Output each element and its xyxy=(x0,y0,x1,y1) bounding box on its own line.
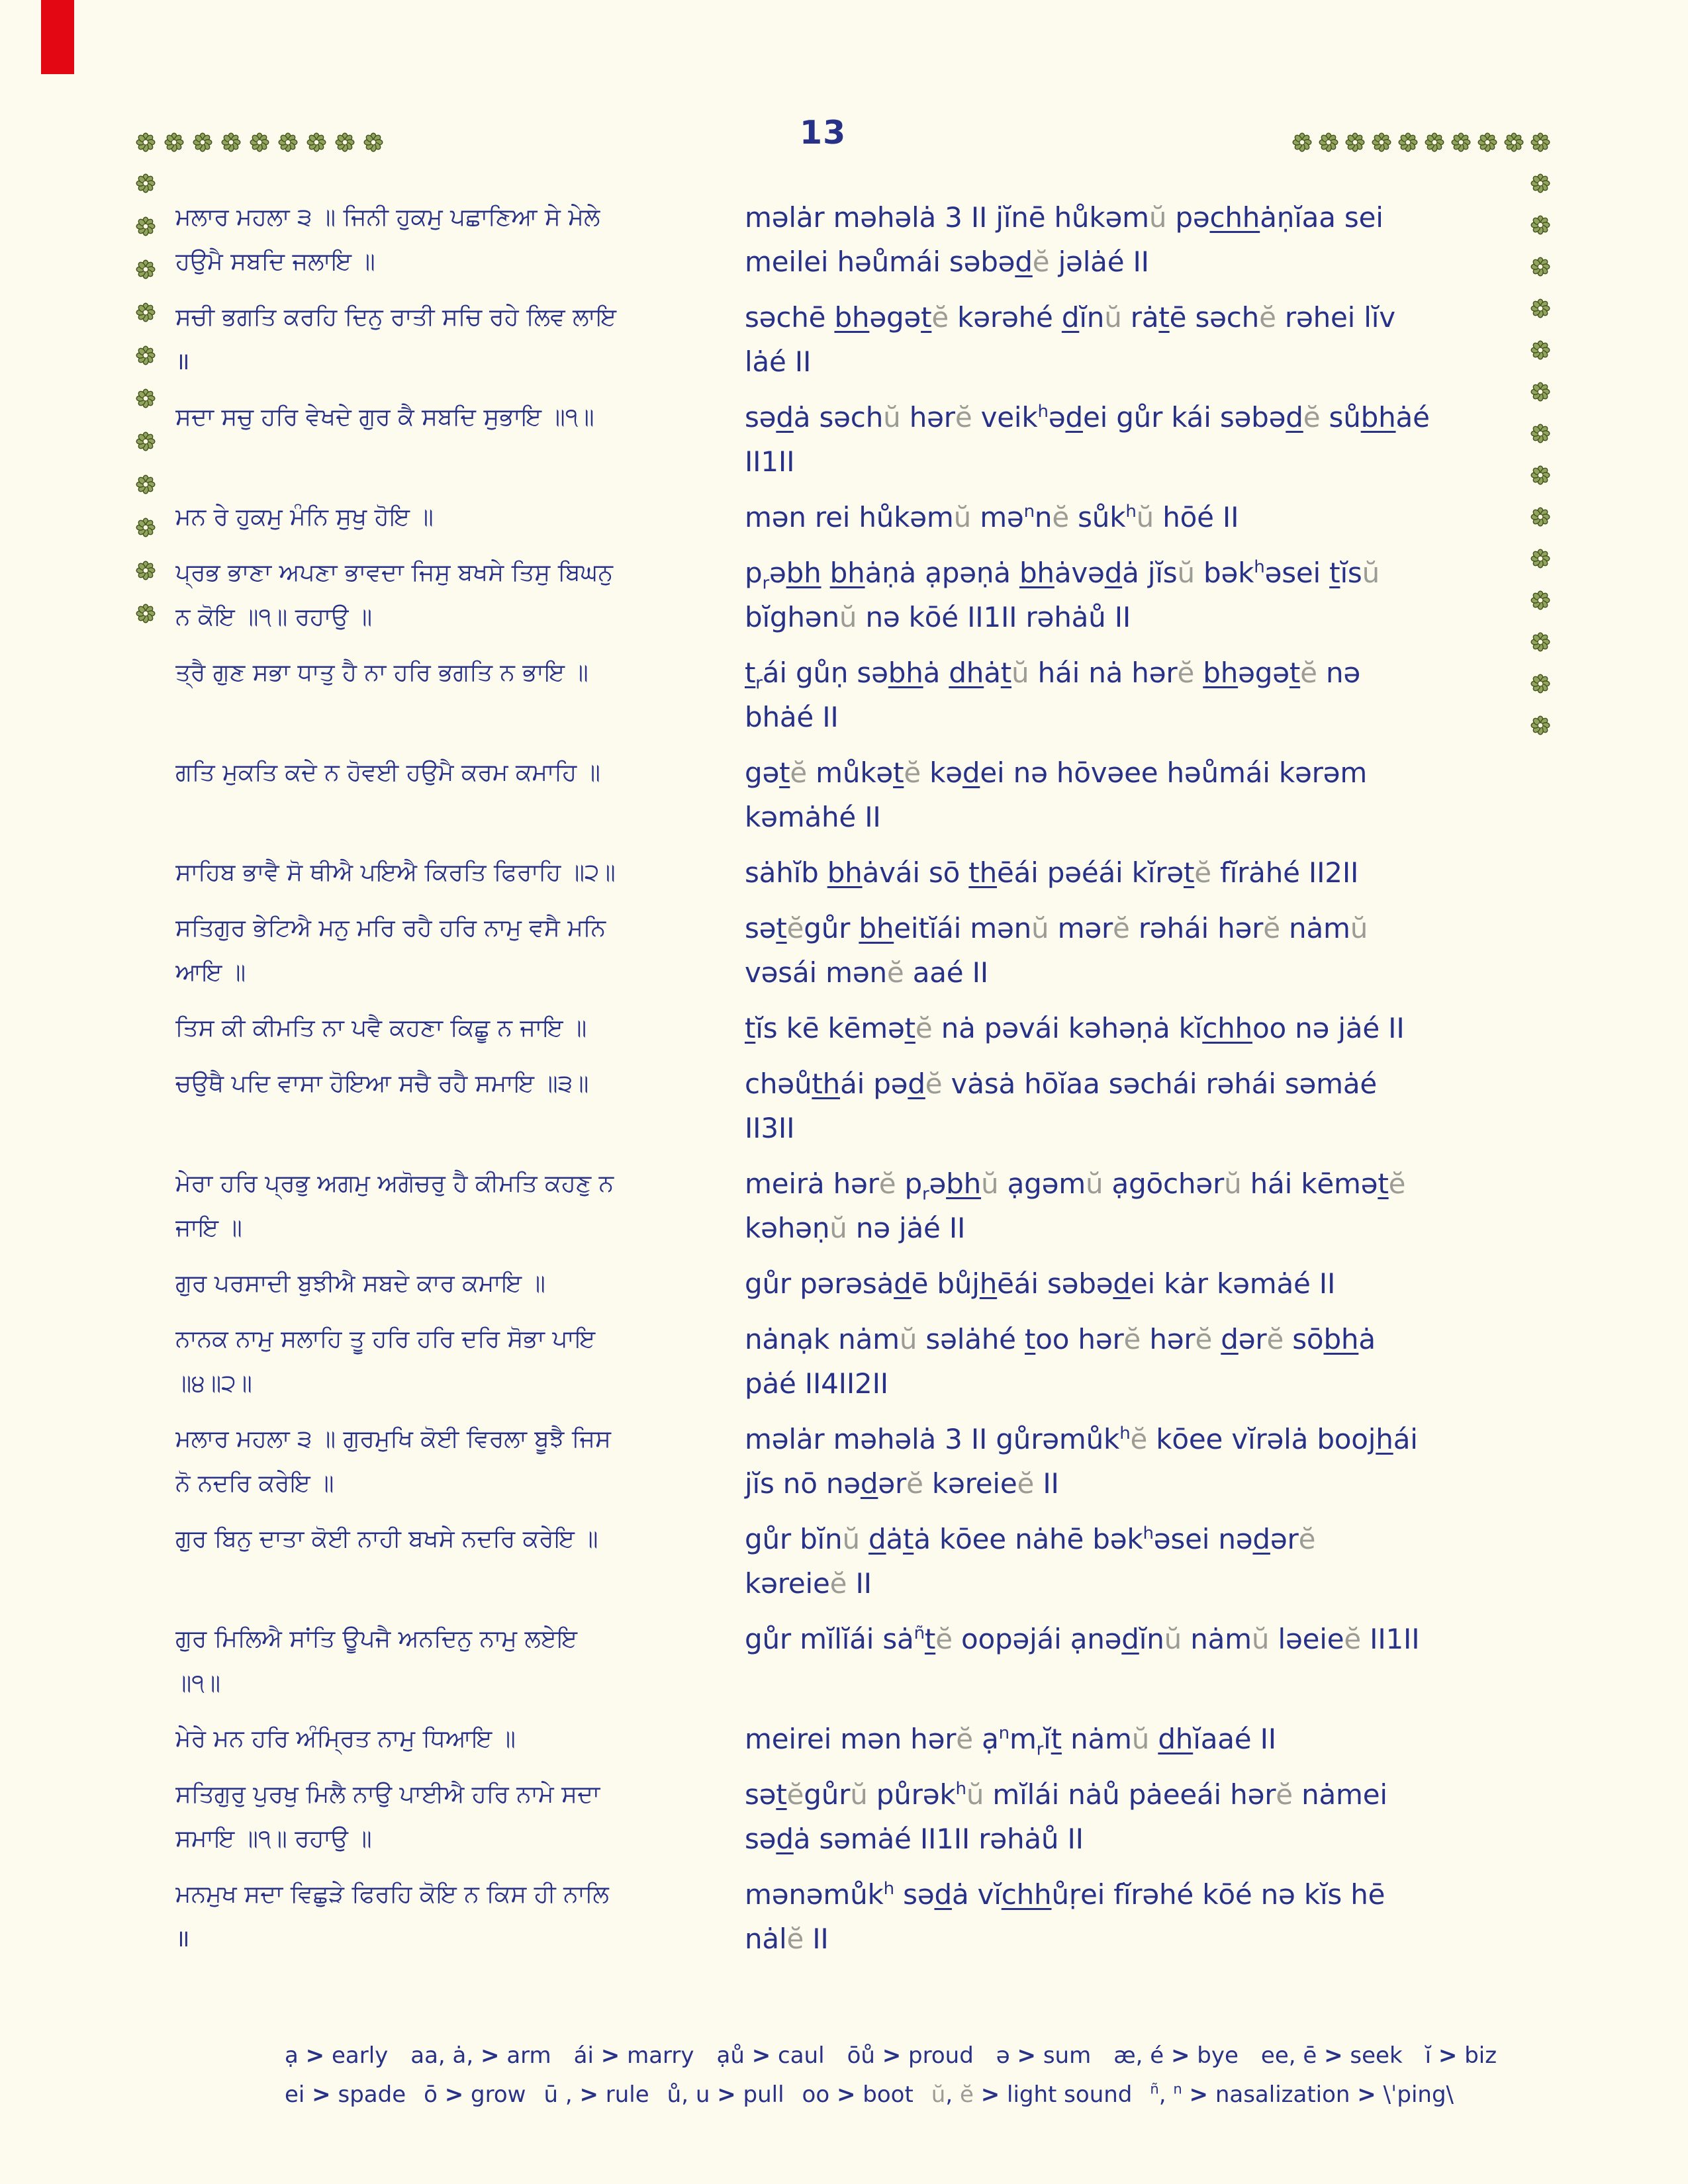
verse-row xyxy=(175,195,1549,284)
gurmukhi-text: ਸਾਹਿਬ ਭਾਵੈ ਸੋ ਥੀਐ ਪਇਐ ਕਿਰਤਿ ਫਿਰਾਹਿ ॥੨॥ xyxy=(175,859,616,886)
flower-icon xyxy=(136,432,156,451)
verse-row xyxy=(175,1872,1549,1961)
key-item: ō > grow xyxy=(424,2081,526,2108)
flower-icon xyxy=(136,259,156,279)
key-item: ə > sum xyxy=(996,2042,1092,2069)
gurmukhi-text: ਮਨਮੁਖ ਸਦਾ ਵਿਛੁੜੇ ਫਿਰਹਿ ਕੋਇ ਨ ਕਿਸ ਹੀ ਨਾਲਿ ॥ xyxy=(175,1881,609,1952)
roman-transliteration-text: $t_rái$ gůṇ səbhȧ dhȧtŭ hái nȧ hərĕ bhəgətĕ nə bhȧé II xyxy=(745,657,1361,733)
roman-transliteration-text: səchē bhəgətĕ kərəhé dĭnŭ rȧtē səchĕ rəhei lĭv lȧé II xyxy=(745,301,1395,378)
flower-icon xyxy=(250,132,269,152)
key-item: ĭ > biz xyxy=(1425,2042,1497,2069)
verse-row xyxy=(175,1006,1549,1050)
key-item: ei > spade xyxy=(285,2081,406,2108)
flower-icon xyxy=(1319,132,1338,152)
gurmukhi-text: ਗਤਿ ਮੁਕਤਿ ਕਦੇ ਨ ਹੋਵਈ ਹਉਮੈ ਕਰਮ ਕਮਾਹਿ ॥ xyxy=(175,759,600,786)
flower-icon xyxy=(136,132,156,152)
key-item: ạ > early xyxy=(285,2042,389,2069)
flower-border-top-right xyxy=(1292,132,1550,152)
gurmukhi-text: ਚਉਥੈ ਪਦਿ ਵਾਸਾ ਹੋਇਆ ਸਚੈ ਰਹੈ ਸਮਾਇ ॥੩॥ xyxy=(175,1070,589,1097)
gurmukhi-text: ਮਨ ਰੇ ਹੁਕਮੁ ਮੰਨਿ ਸੁਖੁ ਹੋਇ ॥ xyxy=(175,504,434,531)
flower-icon xyxy=(164,132,184,152)
flower-icon xyxy=(136,518,156,537)
gurmukhi-text: ਗੁਰ ਮਿਲਿਐ ਸਾਂਤਿ ਊਪਜੈ ਅਨਦਿਨੁ ਨਾਮੁ ਲਏਇ ॥੧॥ xyxy=(175,1625,578,1697)
roman-transliteration-text: sətĕgůr bheitĭái mənŭ mərĕ rəhái hərĕ nȧmŭ vəsái mənĕ aaé II xyxy=(745,912,1368,989)
gurmukhi-text: ਤ੍ਰੈ ਗੁਣ ਸਭਾ ਧਾਤੁ ਹੈ ਨਾ ਹਰਿ ਭਗਤਿ ਨ ਭਾਇ ॥ xyxy=(175,659,588,686)
flower-icon xyxy=(136,302,156,322)
verse-row xyxy=(175,850,1549,895)
flower-icon xyxy=(136,173,156,193)
gurmukhi-text: ਮਲਾਰ ਮਹਲਾ ੩ ॥ ਗੁਰਮੁਖਿ ਕੋਈ ਵਿਰਲਾ ਬੂਝੈ ਜਿਸ ਨੋ ਨਦਰਿ ਕਰੇਇ ॥ xyxy=(175,1426,611,1497)
roman-transliteration-text: nȧnạk nȧmŭ səlȧhé too hərĕ hərĕ dərĕ sōbhȧ pȧé II4II2II xyxy=(745,1323,1376,1400)
key-row-2 xyxy=(285,2081,1476,2108)
flower-icon xyxy=(136,475,156,494)
verse-row xyxy=(175,495,1549,539)
roman-transliteration-text: meirȧ hərĕ $p_rəbhŭ$ ạgəmŭ ạgōchərŭ hái kēmətĕ kəhəṇŭ nə jȧé II xyxy=(745,1167,1406,1244)
roman-transliteration-text: məlȧr məhəlȧ 3 II gůrəmůk$^h$ĕ kōee vĭrəlȧ boojhái jĭs nō nədərĕ kəreieĕ II xyxy=(745,1423,1418,1500)
key-item: ŭ, ĕ > light sound xyxy=(931,2081,1133,2108)
roman-transliteration-text: mənəmůk$^h$ sədȧ vĭchhůṛei fĭrəhé kōé nə kĭs hē nȧlĕ II xyxy=(745,1878,1385,1955)
flower-icon xyxy=(1398,132,1418,152)
key-item: ū , > rule xyxy=(543,2081,649,2108)
verse-row xyxy=(175,295,1549,384)
key-item: æ, é > bye xyxy=(1113,2042,1239,2069)
gurmukhi-text: ਮੇਰਾ ਹਰਿ ਪ੍ਰਭੁ ਅਗਮੁ ਅਗੋਚਰੁ ਹੈ ਕੀਮਤਿ ਕਹਣੁ ਨ ਜਾਇ ॥ xyxy=(175,1170,614,1242)
gurmukhi-text: ਸਚੀ ਭਗਤਿ ਕਰਹਿ ਦਿਨੁ ਰਾਤੀ ਸਚਿ ਰਹੇ ਲਿਵ ਲਾਇ ॥ xyxy=(175,304,616,375)
key-row-1 xyxy=(285,2042,1497,2069)
red-bookmark-mark xyxy=(41,0,74,74)
flower-icon xyxy=(136,388,156,408)
verse-row xyxy=(175,651,1549,739)
roman-transliteration-text: gůr mĭlĭái $sȧ^ñtĕ$ oopəjái ạnədĭnŭ nȧmŭ ləeieĕ II1II xyxy=(745,1623,1420,1655)
flower-icon xyxy=(1292,132,1312,152)
flower-border-top-left xyxy=(136,132,383,152)
roman-transliteration-text: gətĕ můkətĕ kədei nə hōvəee həůmái kərəm kəmȧhé II xyxy=(745,756,1368,833)
key-item: ōů > proud xyxy=(847,2042,974,2069)
flower-icon xyxy=(306,132,326,152)
pronunciation-key xyxy=(285,2042,1497,2120)
roman-transliteration-text: gůr bĭnŭ dȧtȧ kōee nȧhē bək$^h$əsei nədərĕ kəreieĕ II xyxy=(745,1523,1316,1600)
verse-row xyxy=(175,906,1549,995)
flower-icon xyxy=(1530,132,1550,152)
flower-icon xyxy=(193,132,212,152)
flower-icon xyxy=(1504,132,1524,152)
verse-row xyxy=(175,395,1549,484)
flower-icon xyxy=(1345,132,1365,152)
roman-transliteration-text: $p_rəbh$ bhȧṇȧ ạpəṇȧ bhȧvədȧ jĭsŭ bək$^h$əsei tĭsŭ bĭghənŭ nə kōé II1II rəhȧů II xyxy=(745,557,1380,633)
roman-transliteration-text: meirei mən hərĕ $ạ^nm_rĭt$ nȧmŭ dhĭaaé II xyxy=(745,1723,1276,1760)
roman-transliteration-text: sədȧ səchŭ hərĕ veik$^h$ədei gůr kái səbədĕ sůbhȧé II1II xyxy=(745,401,1430,478)
flower-icon xyxy=(136,561,156,580)
verse-row xyxy=(175,751,1549,839)
roman-transliteration-text: mən rei hůkəmŭ mə$^n$nĕ sůk$^h$ŭ hōé II xyxy=(745,501,1239,533)
gurmukhi-text: ਸਤਿਗੁਰ ਭੇਟਿਐ ਮਨੁ ਮਰਿ ਰਹੈ ਹਰਿ ਨਾਮੁ ਵਸੈ ਮਨਿ ਆਇ ॥ xyxy=(175,915,606,986)
verse-row xyxy=(175,1717,1549,1761)
verse-row xyxy=(175,551,1549,639)
verse-row xyxy=(175,1161,1549,1250)
verse-list xyxy=(175,195,1549,1972)
gurmukhi-text: ਮਲਾਰ ਮਹਲਾ ੩ ॥ ਜਿਨੀ ਹੁਕਮੁ ਪਛਾਣਿਆ ਸੇ ਮੇਲੇ ਹਉਮੈ ਸਬਦਿ ਜਲਾਇ ॥ xyxy=(175,204,600,275)
flower-icon xyxy=(136,604,156,623)
key-item: ạů > caul xyxy=(716,2042,825,2069)
key-item: $^ñ$, $^n$ > nasalization > \ˈping\ xyxy=(1150,2080,1454,2108)
gurmukhi-text: ਗੁਰ ਬਿਨੁ ਦਾਤਾ ਕੋਈ ਨਾਹੀ ਬਖਸੇ ਨਦਰਿ ਕਰੇਇ ॥ xyxy=(175,1525,598,1553)
roman-transliteration-text: sȧhĭb bhȧvái sō thēái pəéái kĭrətĕ fĭrȧhé II2II xyxy=(745,856,1359,889)
gurmukhi-text: ਗੁਰ ਪਰਸਾਦੀ ਬੁਝੀਐ ਸਬਦੇ ਕਾਰ ਕਮਾਇ ॥ xyxy=(175,1270,545,1297)
key-item: aa, ȧ, > arm xyxy=(410,2042,551,2069)
verse-row xyxy=(175,1062,1549,1150)
verse-row xyxy=(175,1261,1549,1306)
flower-icon xyxy=(136,216,156,236)
gurmukhi-text: ਪ੍ਰਭ ਭਾਣਾ ਅਪਣਾ ਭਾਵਦਾ ਜਿਸੁ ਬਖਸੇ ਤਿਸੁ ਬਿਘਨੁ ਨ ਕੋਇ ॥੧॥ ਰਹਾਉ ॥ xyxy=(175,559,614,631)
flower-icon xyxy=(221,132,241,152)
verse-row xyxy=(175,1772,1549,1861)
flower-icon xyxy=(335,132,355,152)
gurmukhi-text: ਤਿਸ ਕੀ ਕੀਮਤਿ ਨਾ ਪਵੈ ਕਹਣਾ ਕਿਛੂ ਨ ਜਾਇ ॥ xyxy=(175,1015,587,1042)
flower-icon xyxy=(1451,132,1471,152)
flower-icon xyxy=(136,345,156,365)
flower-icon xyxy=(1530,173,1550,193)
roman-transliteration-text: sətĕgůrŭ půrək$^h$ŭ mĭlái nȧů pȧeeái hərĕ nȧmei sədȧ səmȧé II1II rəhȧů II xyxy=(745,1778,1387,1855)
verse-row xyxy=(175,1317,1549,1406)
verse-row xyxy=(175,1417,1549,1506)
gurmukhi-text: ਸਦਾ ਸਚੁ ਹਰਿ ਵੇਖਦੇ ਗੁਰ ਕੈ ਸਬਦਿ ਸੁਭਾਇ ॥੧॥ xyxy=(175,404,594,431)
flower-icon xyxy=(1477,132,1497,152)
verse-row xyxy=(175,1517,1549,1606)
page-number: 13 xyxy=(800,114,847,152)
key-item: oo > boot xyxy=(802,2081,914,2108)
verse-row xyxy=(175,1617,1549,1706)
gurmukhi-text: ਮੇਰੇ ਮਨ ਹਰਿ ਅੰਮ੍ਰਿਤ ਨਾਮੁ ਧਿਆਇ ॥ xyxy=(175,1725,516,1752)
key-item: ee, ē > seek xyxy=(1260,2042,1403,2069)
key-item: ů, u > pull xyxy=(667,2081,784,2108)
roman-transliteration-text: tĭs kē kēmətĕ nȧ pəvái kəhəṇȧ kĭchhoo nə jȧé II xyxy=(745,1012,1405,1044)
flower-border-left-column xyxy=(136,173,156,623)
gurmukhi-text: ਨਾਨਕ ਨਾਮੁ ਸਲਾਹਿ ਤੂ ਹਰਿ ਹਰਿ ਦਰਿ ਸੋਭਾ ਪਾਇ ॥੪॥੨॥ xyxy=(175,1326,596,1397)
flower-icon xyxy=(1372,132,1391,152)
flower-icon xyxy=(278,132,298,152)
roman-transliteration-text: gůr pərəsȧdē bůjhēái səbədei kȧr kəmȧé II xyxy=(745,1267,1336,1300)
flower-icon xyxy=(363,132,383,152)
roman-transliteration-text: chəůthái pədĕ vȧsȧ hōĭaa səchái rəhái səmȧé II3II xyxy=(745,1068,1378,1144)
flower-icon xyxy=(1425,132,1444,152)
key-item: ái > marry xyxy=(573,2042,694,2069)
roman-transliteration-text: məlȧr məhəlȧ 3 II jĭnē hůkəmŭ pəchhȧṇĭaa sei meilei həůmái səbədĕ jəlȧé II xyxy=(745,201,1383,278)
gurmukhi-text: ਸਤਿਗੁਰੁ ਪੁਰਖੁ ਮਿਲੈ ਨਾਉ ਪਾਈਐ ਹਰਿ ਨਾਮੇ ਸਦਾ ਸਮਾਇ ॥੧॥ ਰਹਾਉ ॥ xyxy=(175,1781,600,1852)
